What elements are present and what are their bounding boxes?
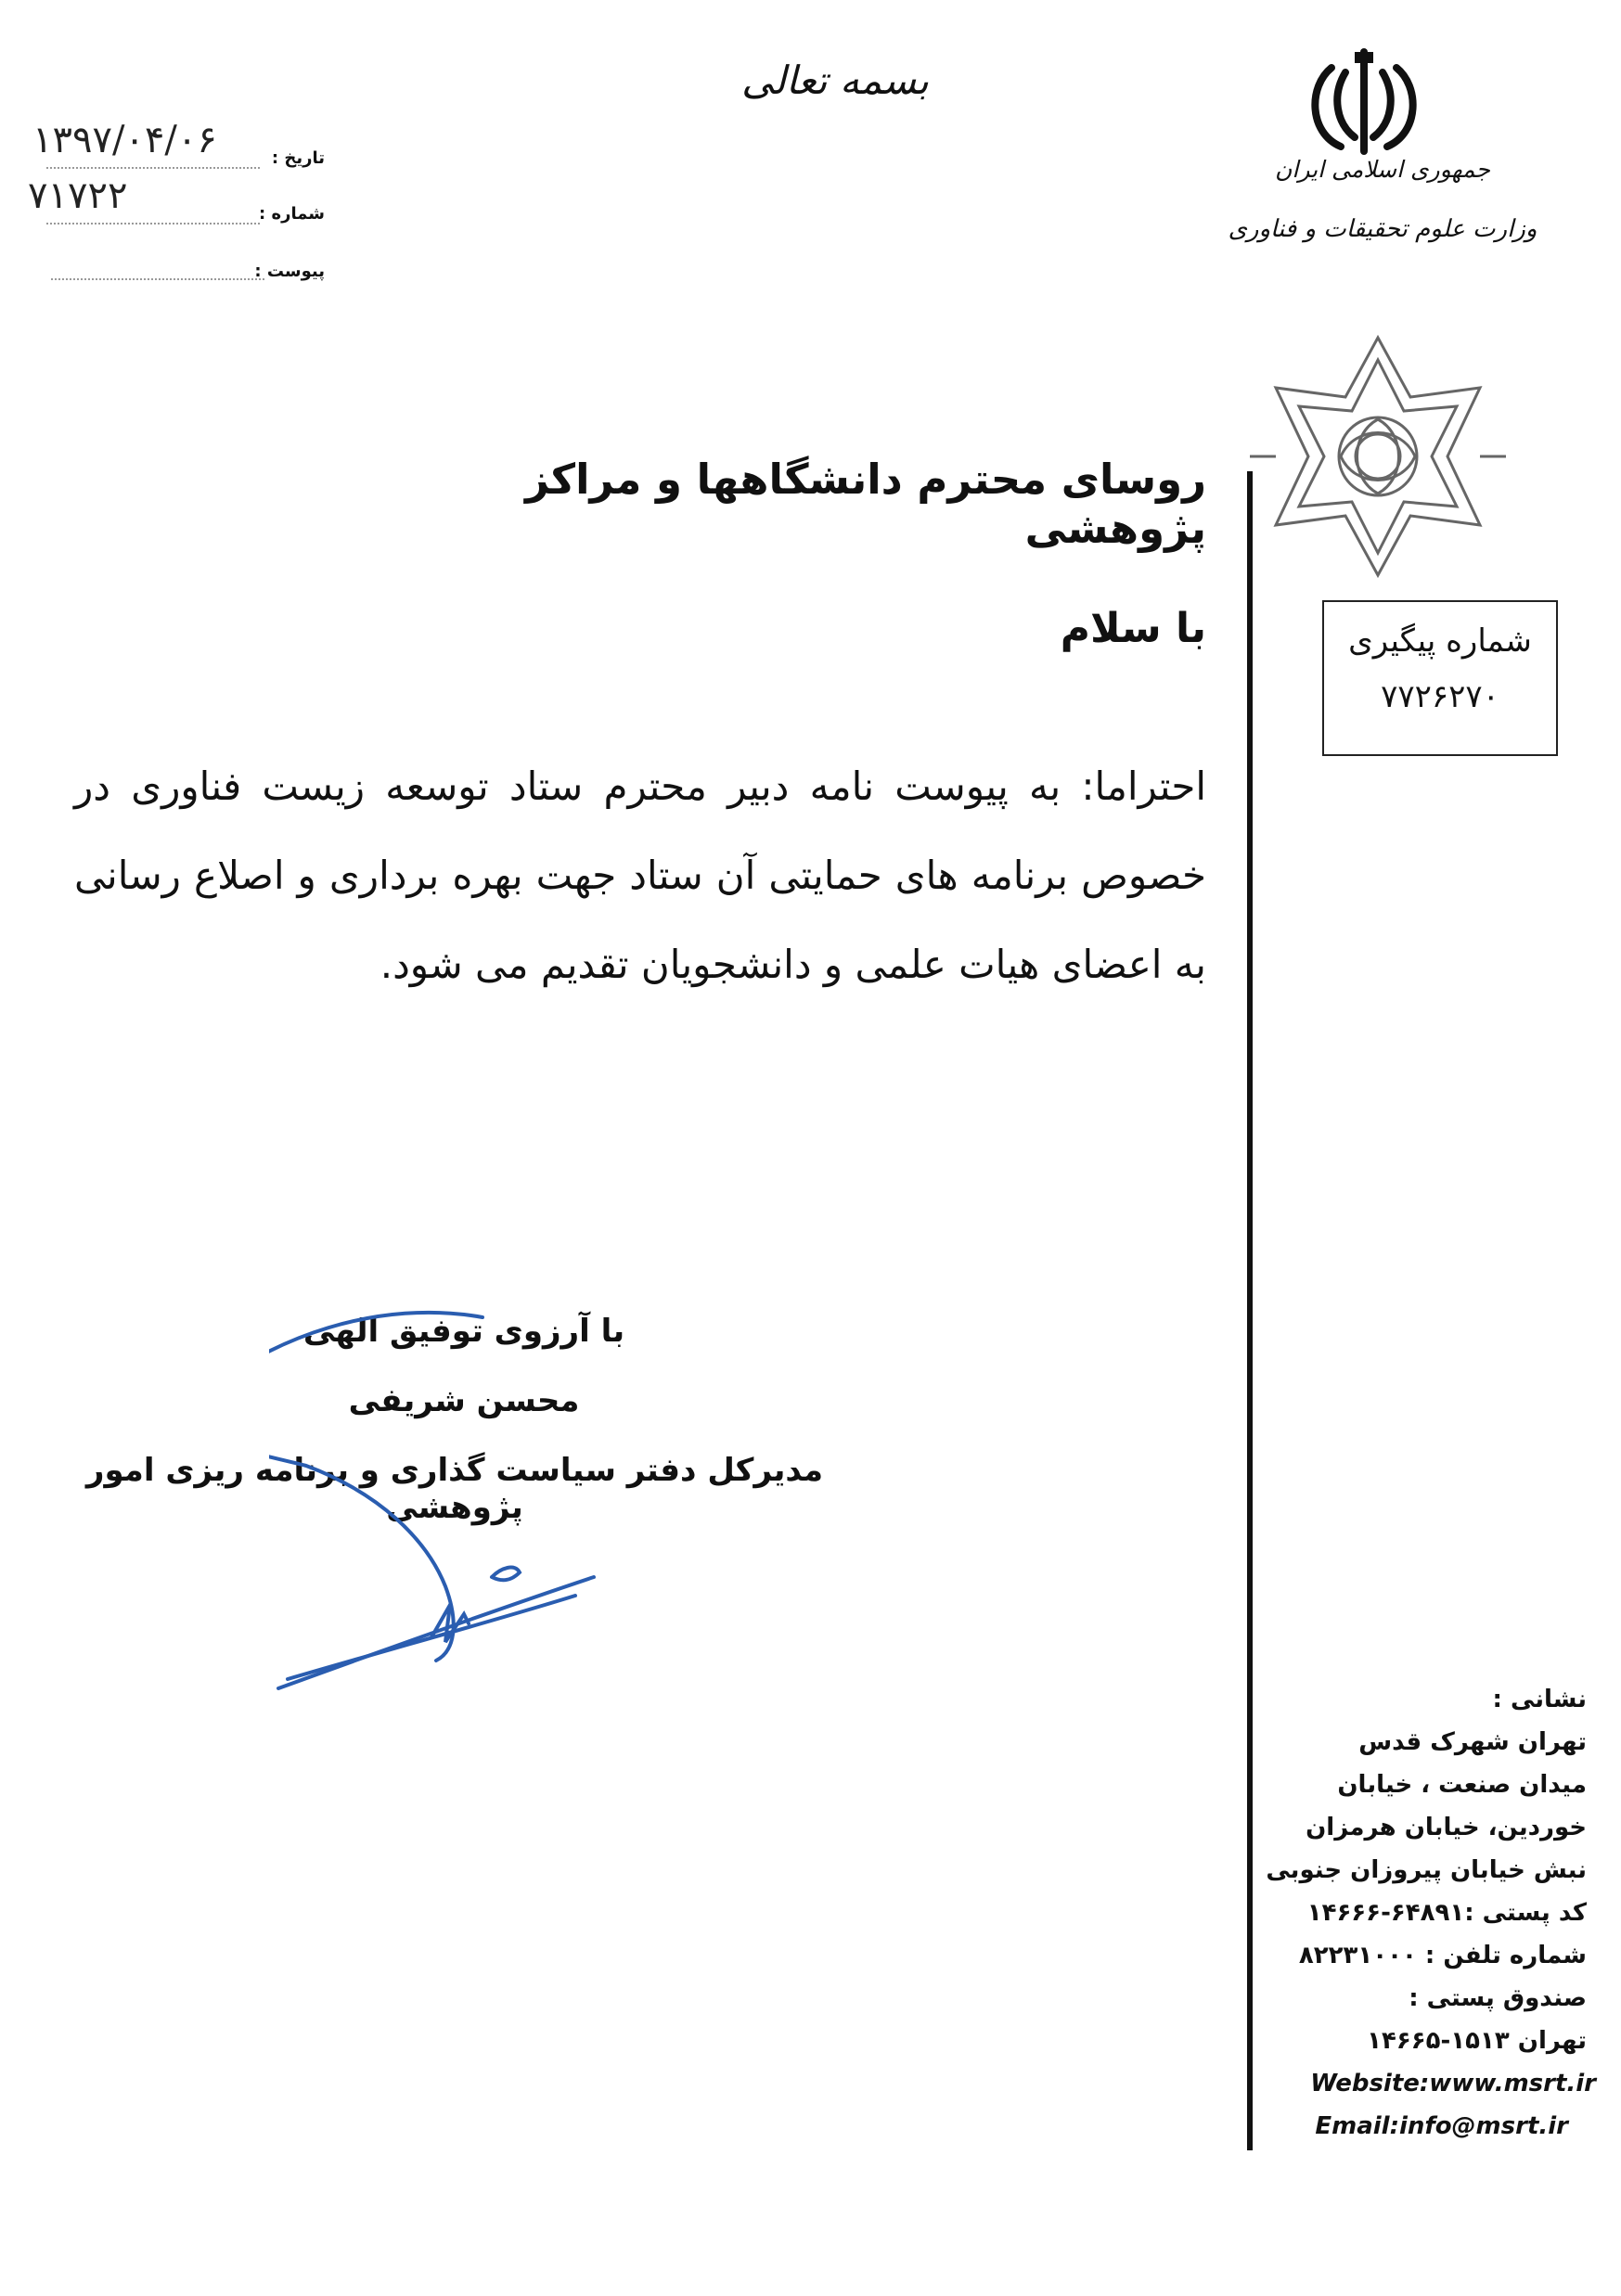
recipient-heading: روسای محترم دانشگاهها و مراکز پژوهشی <box>524 455 1206 553</box>
date-label: تاریخ : <box>271 148 325 168</box>
republic-name: جمهوری اسلامی ایران <box>1275 156 1490 183</box>
date-line <box>46 167 260 169</box>
iran-emblem-icon <box>1294 45 1434 165</box>
address-label: نشانی : <box>1492 1686 1587 1713</box>
postal-code: کد پستی :۶۴۸۹۱-۱۴۶۶۶ <box>1306 1899 1587 1927</box>
handwritten-signature <box>269 1299 603 1707</box>
signer-title: مدیرکل دفتر سیاست گذاری و برنامه ریزی امور پژوهشی <box>85 1452 824 1526</box>
closing-line: با آرزوی توفیق الهی <box>302 1313 625 1350</box>
address-line: میدان صنعت ، خیابان <box>1337 1771 1587 1799</box>
tracking-number: ۷۷۲۶۲۷۰ <box>1381 678 1499 715</box>
number-value: ۷۱۷۲۲ <box>28 174 128 217</box>
tracking-box <box>1322 600 1558 756</box>
bismillah-heading: بسمه تعالی <box>741 58 929 103</box>
attachment-line <box>51 278 264 280</box>
phone-number: شماره تلفن : ۸۲۲۳۱۰۰۰ <box>1298 1942 1587 1969</box>
address-line: تهران شهرک قدس <box>1358 1728 1587 1756</box>
letter-body: احتراما: به پیوست نامه دبیر محترم ستاد توسعه زیست فناوری در خصوص برنامه های حمایتی آن ستاد جهت بهره برداری و اصلاع رسانی به اعضای هیات علمی و دانشجویان تقدیم می شود. <box>74 763 1206 987</box>
signer-name: محسن شریفی <box>348 1382 580 1419</box>
tracking-label: شماره پیگیری <box>1348 622 1532 660</box>
ministry-name: وزارت علوم تحقیقات و فناوری <box>1228 215 1537 243</box>
ornament-icon <box>1248 332 1508 581</box>
website-link[interactable]: Website:www.msrt.ir <box>1310 2070 1596 2097</box>
po-box-label: صندوق پستی : <box>1409 1984 1587 2012</box>
attachment-label: پیوست : <box>254 262 325 281</box>
date-value: ۱۳۹۷/۰۴/۰۶ <box>32 119 217 161</box>
email-link[interactable]: Email:info@msrt.ir <box>1315 2112 1568 2140</box>
po-box-value: تهران ۱۵۱۳-۱۴۶۶۵ <box>1367 2027 1587 2055</box>
address-line: نبش خیابان پیروزان جنوبی <box>1266 1856 1587 1884</box>
address-line: خوردین، خیابان هرمزان <box>1306 1814 1587 1841</box>
number-line <box>46 223 260 224</box>
number-label: شماره : <box>259 204 325 224</box>
greeting: با سلام <box>1060 605 1206 652</box>
